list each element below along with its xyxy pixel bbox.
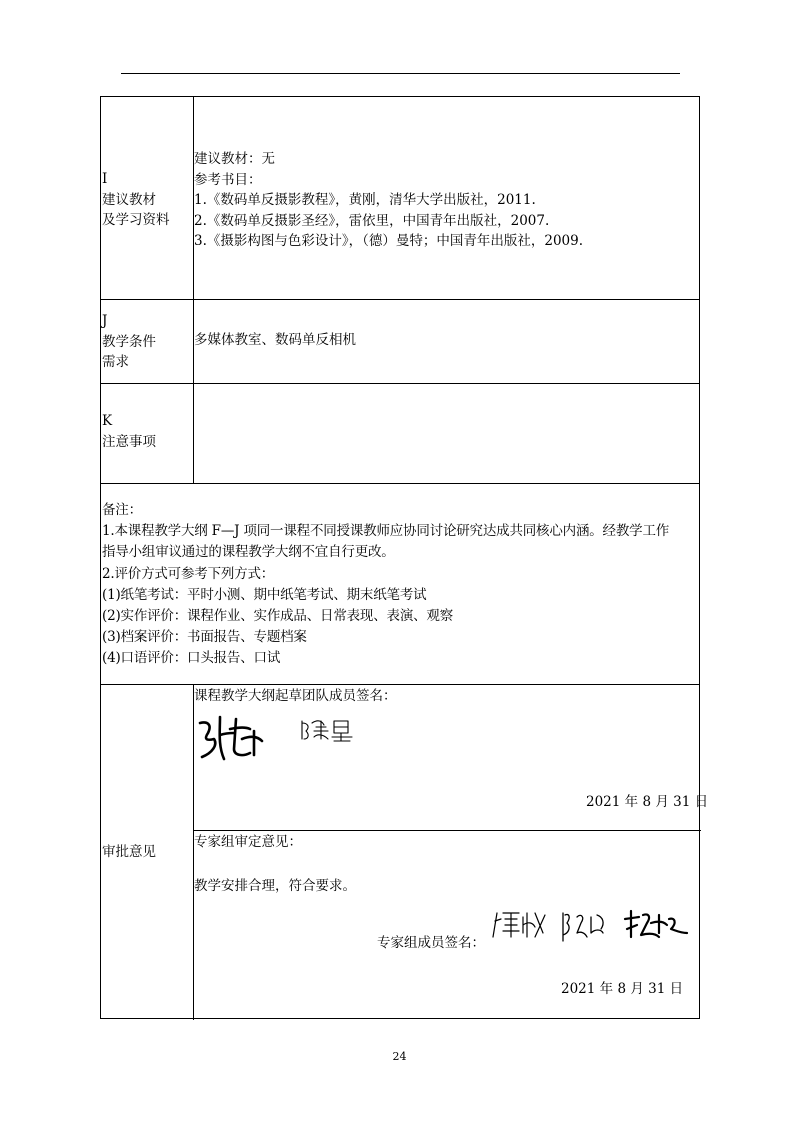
expert-sign-label: 专家组成员签名： (377, 935, 485, 951)
remarks-line: (3)档案评价：书面报告、专题档案 (102, 629, 307, 646)
drafting-date: 2021 年 8 月 31 日 (586, 794, 709, 810)
drafting-title: 课程教学大纲起草团队成员签名： (194, 688, 397, 704)
materials-line: 建议教材：无 (194, 151, 275, 167)
label-line: 注意事项 (102, 433, 156, 450)
materials-content (194, 149, 583, 252)
row-letter: K (102, 413, 113, 429)
materials-line: 3.《摄影构图与色彩设计》，（德）曼特；中国青年出版社，2009. (194, 233, 584, 249)
label-line: 教学条件 (102, 333, 156, 350)
row-divider (101, 299, 699, 300)
materials-label (102, 169, 170, 231)
approval-label: 审批意见 (102, 844, 156, 860)
label-line: 及学习资料 (102, 212, 170, 228)
remarks-line: 备注： (102, 502, 142, 518)
expert-date: 2021 年 8 月 31 日 (561, 981, 684, 997)
row-divider (101, 383, 699, 384)
syllabus-table (100, 96, 709, 1019)
materials-line: 参考书目： (194, 171, 262, 188)
remarks-line: 2.评价方式可参考下列方式： (102, 565, 275, 582)
remarks-line: 1.本课程教学大纲 F—J 项同一课程不同授课教师应协同讨论研究达成共同核心内涵。经教学工作 (102, 523, 670, 540)
row-letter: J (102, 313, 108, 329)
page-number: 24 (392, 1050, 407, 1063)
label-line: 建议教材 (102, 191, 156, 208)
remarks (102, 500, 669, 670)
label-line: 需求 (102, 354, 129, 370)
expert-opinion: 教学安排合理，符合要求。 (194, 878, 356, 894)
conditions-label (102, 311, 156, 373)
conditions-content: 多媒体教室、数码单反相机 (194, 332, 356, 348)
expert-title: 专家组审定意见： (194, 834, 302, 850)
row-letter: I (102, 171, 108, 187)
remarks-line: (4)口语评价：口头报告、口试 (102, 650, 281, 667)
drafting-signatures (194, 709, 364, 769)
remarks-line: (2)实作评价：课程作业、实作成品、日常表现、表演、观察 (102, 608, 454, 625)
notes-label (102, 411, 156, 452)
row-divider (101, 483, 699, 484)
materials-line: 2.《数码单反摄影圣经》，雷依里，中国青年出版社，2007. (194, 212, 550, 229)
remarks-line: (1)纸笔考试：平时小测、期中纸笔考试、期末纸笔考试 (102, 586, 427, 603)
header-rule (121, 73, 680, 74)
materials-line: 1.《数码单反摄影教程》，黄刚，清华大学出版社，2011. (194, 192, 536, 208)
expert-signatures (491, 903, 701, 947)
remarks-line: 指导小组审议通过的课程教学大纲不宜自行更改。 (102, 544, 395, 561)
approval-divider (193, 830, 701, 831)
row-divider (101, 684, 699, 685)
